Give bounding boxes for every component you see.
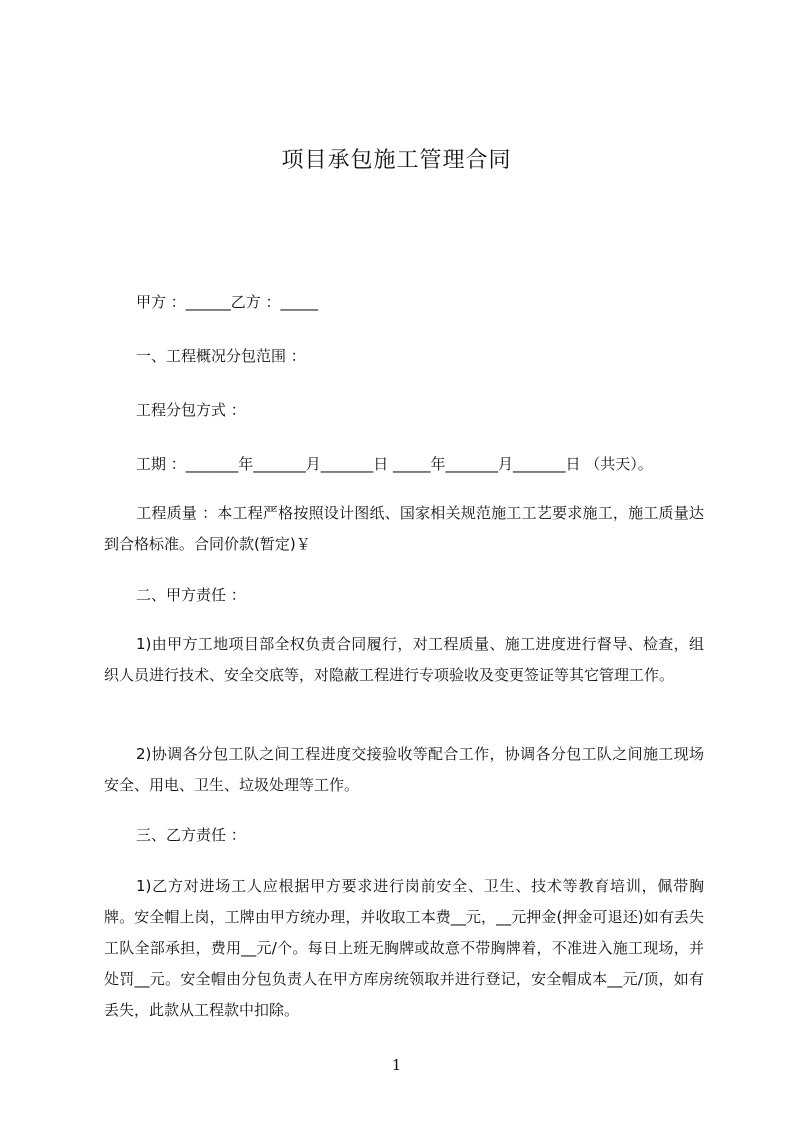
party-b-item-1 [104,871,704,1026]
party-a-item-1 [104,629,704,691]
contract-title: 项目承包施工管理合同 [281,148,512,173]
quality-paragraph [104,498,704,560]
quality-text: 工程质量 ：本工程严格按照设计图纸、国家相关规范施工工艺要求施工，施工质量达到合格标准。合同价款(暂定)￥ [104,504,704,553]
party-a-item-2-text: 2)协调各分包工队之间工程进度交接验收等配合工作，协调各分包工队之间施工现场安全、用电、卫生、垃圾处理等工作。 [104,745,704,794]
section-3-heading: 三、乙方责任 ： [136,826,246,844]
parties-line: 甲方 ：______乙方 ：_____ [136,293,319,311]
page-number: 1 [391,1056,402,1074]
subcontract-method-line: 工程分包方式 ： [136,401,246,419]
section-2-heading: 二、甲方责任 ： [136,586,246,604]
section-1-heading: 一、工程概况分包范围 ： [136,347,306,365]
party-b-item-1-text: 1)乙方对进场工人应根据甲方要求进行岗前安全、卫生、技术等教育培训，佩带胸牌。安全帽上岗，工牌由甲方统办理，并收取工本费__元，__元押金(押金可退还)如有丢失工队全部承担，费用__元/个。每日上班无胸牌或故意不带胸牌着，不准进入施工现场，并处罚__元。安全帽由分包负责人在甲方库房统领取并进行登记，安全帽成本__元/顶，如有丢失，此款从工程款中扣除。 [104,877,704,1019]
party-a-item-2 [104,739,704,801]
duration-line: 工期 ：_______年_______月_______日 _____年_______月_______日 （共天）。 [136,455,653,473]
party-a-item-1-text: 1)由甲方工地项目部全权负责合同履行，对工程质量、施工进度进行督导、检查，组织人员进行技术、安全交底等，对隐蔽工程进行专项验收及变更签证等其它管理工作。 [104,635,704,684]
